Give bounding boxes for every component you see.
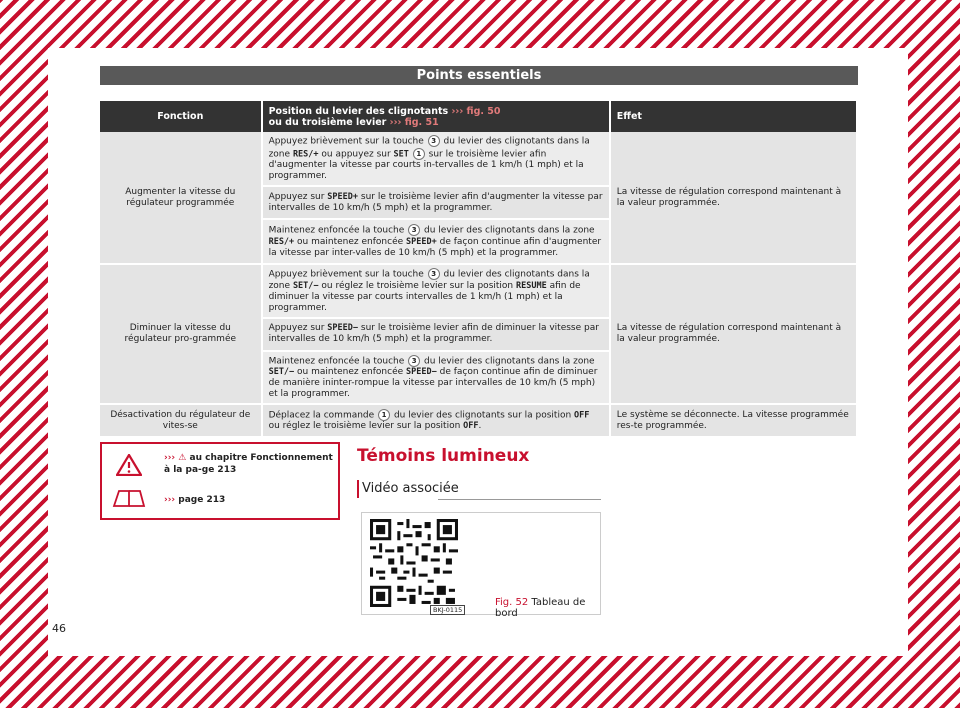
table-header-row — [100, 101, 857, 132]
figure-label: Fig. 52 — [495, 597, 529, 608]
subtitle-rule — [438, 499, 601, 500]
keyword: SPEED− — [327, 323, 358, 333]
function-cell: Désactivation du régulateur de vites-se — [100, 404, 262, 437]
effect-cell: Le système se déconnecte. La vitesse programmée res-te programmée. — [610, 404, 857, 437]
warning-box — [100, 442, 340, 520]
keyword: SPEED− — [406, 367, 437, 377]
badge-3: 3 — [408, 355, 420, 367]
col-position-line2: ou du troisième levier — [268, 116, 390, 128]
table-row — [100, 132, 857, 186]
keyword: SET/− — [292, 280, 319, 291]
fig-51-link[interactable]: ››› fig. 51 — [389, 116, 439, 128]
warning-link[interactable]: au chapitre Fonctionnement à la pa-ge 213 — [164, 453, 333, 475]
effect-cell: La vitesse de régulation correspond maintenant à la valeur programmée. — [610, 132, 857, 264]
figure-caption: Fig. 52 Tableau de bord — [495, 597, 586, 619]
col-header-effect: Effet — [610, 101, 857, 132]
position-cell: Appuyez sur SPEED− sur le troisième levier afin de diminuer la vitesse par intervalles de 10 km/h (5 mph) et la programmer. — [262, 318, 610, 351]
col-header-position — [262, 101, 610, 132]
function-cell: Augmenter la vitesse du régulateur programmée — [100, 132, 262, 264]
page-number: 46 — [52, 622, 66, 635]
position-cell: Maintenez enfoncée la touche 3 du levier des clignotants dans la zone RES/+ ou maintenez enfoncée SPEED+ de façon continue afin d'augmenter la vitesse par inter-valles de 10 km/h (5 mph) et la programmer. — [262, 219, 610, 264]
keyword: SET — [393, 149, 409, 159]
keyword: RES/+ — [268, 236, 295, 247]
badge-1: 1 — [413, 148, 425, 160]
qr-code-icon[interactable] — [370, 519, 458, 607]
figure-box — [361, 512, 601, 619]
badge-1: 1 — [378, 409, 390, 421]
section-subtitle: Vidéo associée — [357, 480, 459, 498]
badge-3: 3 — [428, 268, 440, 280]
book-icon — [112, 488, 146, 508]
function-cell: Diminuer la vitesse du régulateur pro-grammée — [100, 264, 262, 404]
position-cell: Maintenez enfoncée la touche 3 du levier des clignotants dans la zone SET/− ou maintenez enfoncée SPEED− de façon continue afin de diminuer de manière ininter-rompue la vitesse par intervalles de 10 km/h (5 mph) et la programmer. — [262, 351, 610, 405]
position-cell: Déplacez la commande 1 du levier des clignotants sur la position OFF ou réglez le troisième levier sur la position OFF. — [262, 404, 610, 437]
table-row — [100, 404, 857, 437]
book-reference: ››› page 213 — [164, 495, 226, 505]
keyword: SPEED+ — [406, 236, 437, 247]
page — [48, 48, 908, 656]
figure-code: BKJ-0115 — [430, 605, 465, 615]
keyword: OFF — [463, 421, 479, 432]
badge-3: 3 — [408, 224, 420, 236]
col-position-line1: Position du levier des clignotants — [268, 105, 452, 117]
warning-triangle-icon — [116, 454, 142, 476]
page-header: Points essentiels — [100, 66, 858, 85]
keyword: SET/− — [268, 367, 295, 377]
position-cell: Appuyez brièvement sur la touche 3 du levier des clignotants dans la zone RES/+ ou appuyez sur SET 1 sur le troisième levier afin d'augmenter la vitesse par courts in-tervalles de 1 km/h (1 mph) et la programmer. — [262, 132, 610, 186]
keyword: RESUME — [516, 280, 547, 291]
badge-3: 3 — [428, 135, 440, 147]
warning-text: ››› ⚠ au chapitre Fonctionnement à la pa-ge 213 — [164, 453, 333, 475]
table-row — [100, 264, 857, 318]
small-warning-icon: ⚠ — [178, 453, 187, 463]
function-table — [100, 101, 858, 438]
section-title: Témoins lumineux — [357, 446, 530, 466]
effect-cell: La vitesse de régulation correspond maintenant à la valeur programmée. — [610, 264, 857, 404]
col-header-function: Fonction — [100, 101, 262, 132]
position-cell: Appuyez brièvement sur la touche 3 du levier des clignotants dans la zone SET/− ou réglez le troisième levier sur la position RESUME afin de diminuer la vitesse par courts intervalles de 1 km/h (1 mph) et la programmer. — [262, 264, 610, 318]
keyword: RES/+ — [292, 149, 319, 159]
keyword: SPEED+ — [327, 191, 358, 202]
position-cell: Appuyez sur SPEED+ sur le troisième levier afin d'augmenter la vitesse par intervalles de 10 km/h (5 mph) et la programmer. — [262, 186, 610, 219]
page-link[interactable]: page 213 — [178, 495, 226, 505]
keyword: OFF — [574, 410, 590, 421]
fig-50-link[interactable]: ››› fig. 50 — [451, 105, 501, 117]
